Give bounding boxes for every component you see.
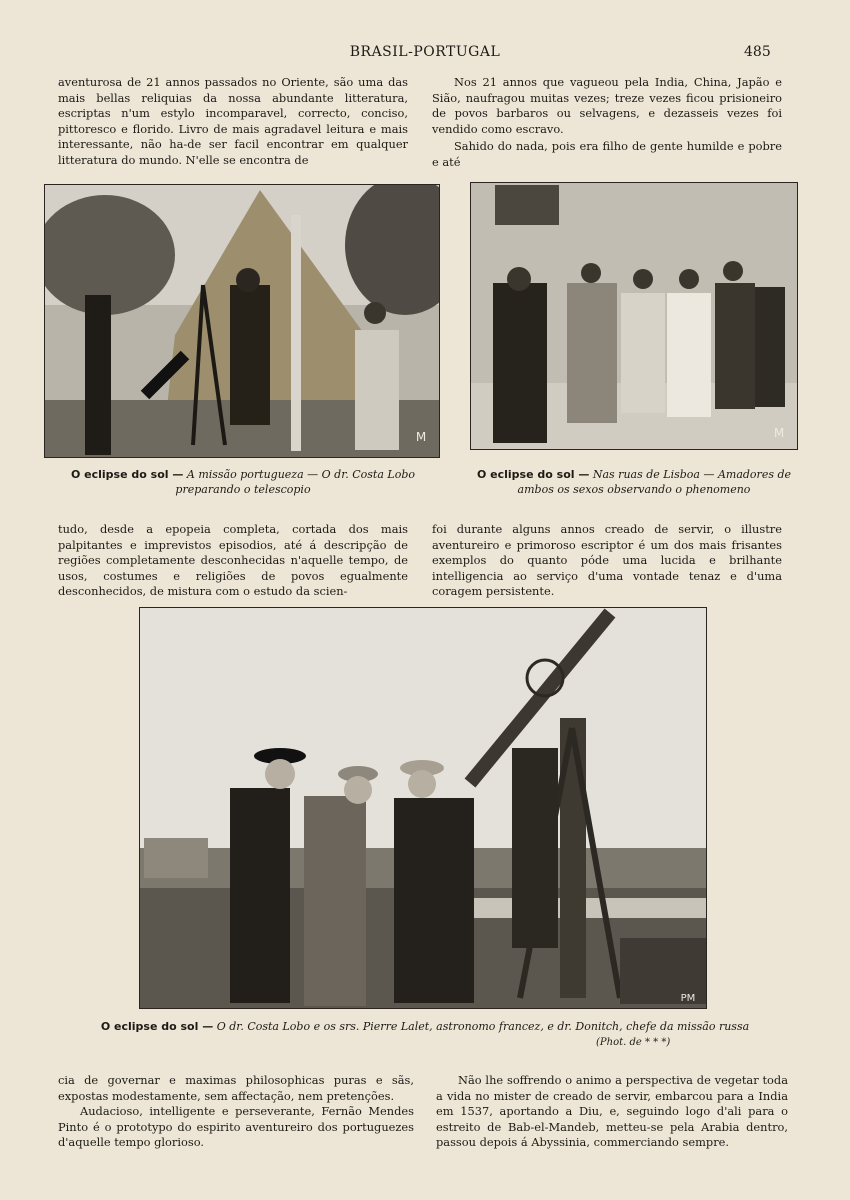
paragraph: Sahido do nada, pois era filho de gente humilde e pobre e até (432, 139, 782, 169)
photo-astronomers (139, 607, 707, 1009)
photo-monogram-text: M (415, 430, 427, 444)
caption-lead: O eclipse do sol — (70, 468, 184, 481)
paragraph: cia de governar e maximas philosophicas puras e sãs, expostas modestamente, sem affectação, nem pretenções. (58, 1073, 414, 1103)
caption-photo1 (60, 467, 426, 497)
paragraph: tudo, desde a epopeia completa, cortada dos mais palpitantes e imprevistos episodios, até á descripção de regiões completamente desconhecidas n'aquelle tempo, de usos, costumes e religiões de povos egualmente desconhecidos, de mistura com o estudo da scien- (58, 522, 408, 598)
page-number: 485 (744, 44, 771, 60)
text-middle-right-column (432, 522, 782, 600)
text-top-right-column (432, 75, 782, 170)
photo-lisbon-streets (470, 182, 798, 450)
running-header-title: BRASIL-PORTUGAL (349, 44, 501, 60)
text-bottom-right-column (436, 1073, 788, 1151)
photo-credit: (Phot. de * * *) (596, 1037, 671, 1048)
text-top-left-column (58, 75, 408, 168)
caption-photo2 (476, 467, 792, 497)
photo-portuguese-mission-image (45, 185, 439, 457)
caption-text: Nas ruas de Lisboa — Amadores de ambos os sexos observando o phenomeno (517, 468, 792, 496)
paragraph: aventurosa de 21 annos passados no Oriente, são uma das mais bellas reliquias da nossa abundante litteratura, escriptas n'um estylo incomparavel, correcto, conciso, pittoresco e florido. Livro de mais agradavel leitura e mais interessante, não ha-de ser facil encontrar em qualquer litteratura do mundo. N'elle se encontra de (58, 75, 408, 167)
caption-text: O dr. Costa Lobo e os srs. Pierre Lalet, astronomo francez, e dr. Donitch, chefe da missão russa (216, 1020, 750, 1033)
photo-astronomers-image (140, 608, 706, 1008)
paragraph: foi durante alguns annos creado de servir, o illustre aventureiro e primoroso escriptor é um dos mais frisantes exemplos do quanto póde uma lucida e brilhante intelligencia ao serviço d'uma vontade tenaz e d'uma coragem persistente. (432, 522, 782, 598)
paragraph: Não lhe soffrendo o animo a perspectiva de vegetar toda a vida no mister de creado de servir, embarcou para a India em 1537, aportando a Diu, e, seguindo logo d'ali para o estreito de Bab-el-Mandeb, metteu-se pela Arabia dentro, passou depois á Abyssinia, commerciando sempre. (436, 1073, 788, 1149)
paragraph: Nos 21 annos que vagueou pela India, China, Japão e Sião, naufragou muitas vezes; treze vezes ficou prisioneiro de povos barbaros ou selvagens, e dezasseis vezes foi vendido como escravo. (432, 75, 782, 136)
caption-lead: O eclipse do sol — (476, 468, 590, 481)
caption-lead: O eclipse do sol — (100, 1020, 214, 1033)
photo-monogram-text: PM (680, 993, 696, 1004)
paragraph: Audacioso, intelligente e perseverante, Fernão Mendes Pinto é o prototypo do espirito aventureiro dos portuguezes d'aquelle tempo glorioso. (58, 1104, 414, 1149)
photo-lisbon-streets-image (471, 183, 797, 449)
caption-photo3 (60, 1019, 790, 1034)
caption-text: A missão portugueza — O dr. Costa Lobo preparando o telescopio (175, 468, 415, 496)
text-bottom-left-column (58, 1073, 414, 1151)
photo-portuguese-mission (44, 184, 440, 458)
photo-monogram-text: M (773, 426, 785, 440)
text-middle-left-column (58, 522, 408, 600)
